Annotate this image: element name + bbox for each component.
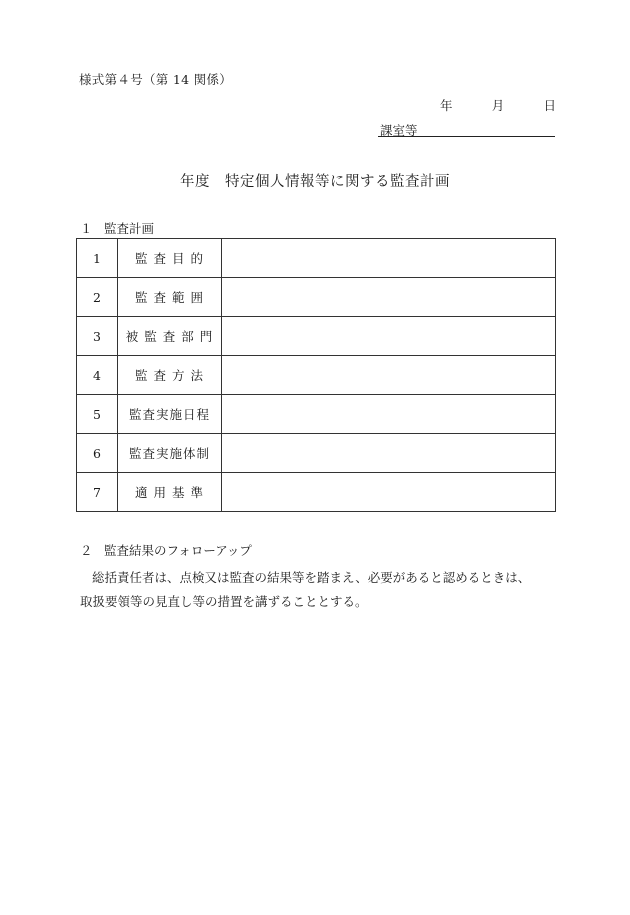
row-index: 2: [77, 278, 118, 317]
row-index: 7: [77, 473, 118, 512]
section-1-number: １: [80, 221, 93, 236]
row-index: 3: [77, 317, 118, 356]
row-item-label: 監 査 目 的: [118, 239, 222, 278]
row-content-cell[interactable]: [222, 317, 556, 356]
row-item-label: 被 監 査 部 門: [118, 317, 222, 356]
table-row: [77, 356, 556, 395]
section-2-heading: [80, 541, 252, 559]
date-line: [440, 96, 556, 114]
row-item-label: 適 用 基 準: [118, 473, 222, 512]
row-item-label: 監査実施日程: [118, 395, 222, 434]
row-index: 6: [77, 434, 118, 473]
row-content-cell[interactable]: [222, 434, 556, 473]
day-label: 日: [543, 98, 556, 113]
row-item-label: 監査実施体制: [118, 434, 222, 473]
section-2-title: 監査結果のフォローアップ: [104, 543, 252, 558]
row-index: 1: [77, 239, 118, 278]
section-2-number: ２: [80, 543, 93, 558]
row-index: 5: [77, 395, 118, 434]
row-content-cell[interactable]: [222, 395, 556, 434]
row-index: 4: [77, 356, 118, 395]
table-row: [77, 239, 556, 278]
followup-paragraph: [80, 566, 558, 614]
year-label: 年: [440, 98, 453, 113]
table-row: [77, 278, 556, 317]
paragraph-line-1: 総括責任者は、点検又は監査の結果等を踏まえ、必要があると認めるときは、: [92, 570, 531, 585]
table-row: [77, 317, 556, 356]
row-content-cell[interactable]: [222, 278, 556, 317]
section-1-title: 監査計画: [104, 221, 155, 236]
audit-plan-table: [76, 238, 556, 512]
document-title: 年度 特定個人情報等に関する監査計画: [180, 174, 450, 190]
row-content-cell[interactable]: [222, 473, 556, 512]
department-field[interactable]: [378, 121, 555, 137]
paragraph-line-2: 取扱要領等の見直し等の措置を講ずることとする。: [80, 594, 368, 609]
table-row: [77, 434, 556, 473]
month-label: 月: [491, 98, 505, 113]
table-row: [77, 395, 556, 434]
section-1-heading: [80, 219, 154, 237]
form-number: 様式第４号（第 14 関係）: [79, 72, 233, 87]
department-label: 課室等: [380, 123, 418, 138]
row-item-label: 監 査 範 囲: [118, 278, 222, 317]
row-content-cell[interactable]: [222, 239, 556, 278]
row-item-label: 監 査 方 法: [118, 356, 222, 395]
table-row: [77, 473, 556, 512]
row-content-cell[interactable]: [222, 356, 556, 395]
